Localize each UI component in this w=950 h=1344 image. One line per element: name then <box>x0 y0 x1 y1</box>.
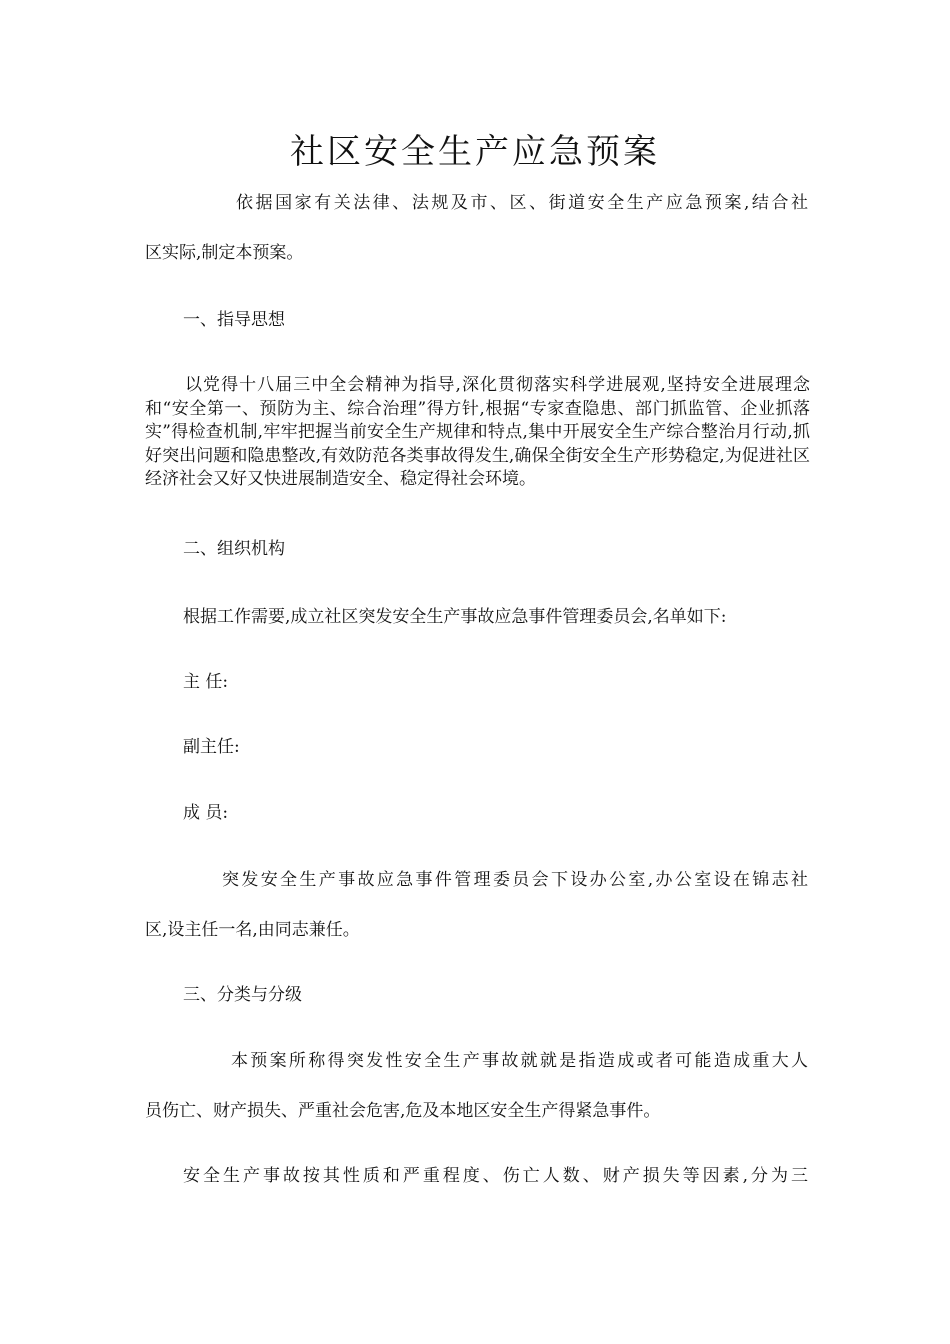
section-3-line-3: 安全生产事故按其性质和严重程度、伤亡人数、财产损失等因素,分为三 <box>183 1166 808 1186</box>
members-label: 成 员: <box>183 803 229 823</box>
deputy-director-label: 副主任: <box>183 737 240 757</box>
office-line-1: 突发安全生产事故应急事件管理委员会下设办公室,办公室设在锦志社 <box>222 870 808 890</box>
section-3-line-1: 本预案所称得突发性安全生产事故就就是指造成或者可能造成重大人 <box>231 1051 808 1071</box>
director-label: 主 任: <box>183 672 229 692</box>
section-3-line-2: 员伤亡、财产损失、严重社会危害,危及本地区安全生产得紧急事件。 <box>145 1101 661 1121</box>
intro-line-1: 依据国家有关法律、法规及市、区、街道安全生产应急预案,结合社 <box>236 193 808 213</box>
section-2-heading: 二、组织机构 <box>183 539 285 559</box>
section-1-heading: 一、指导思想 <box>183 310 285 330</box>
intro-line-2: 区实际,制定本预案。 <box>145 243 304 263</box>
office-line-2: 区,设主任一名,由同志兼任。 <box>145 920 360 940</box>
section-2-body: 根据工作需要,成立社区突发安全生产事故应急事件管理委员会,名单如下: <box>183 607 727 627</box>
document-title: 社区安全生产应急预案 <box>290 132 660 172</box>
section-3-heading: 三、分类与分级 <box>183 985 302 1005</box>
section-1-body: 以党得十八届三中全会精神为指导,深化贯彻落实科学进展观,坚持安全进展理念和“安全第一、预防为主、综合治理”得方针,根据“专家查隐患、部门抓监管、企业抓落实”得检查机制,牢牢把握当前安全生产规律和特点,集中开展安全生产综合整治月行动,抓好突出问题和隐患整改,有效防范各类事故得发生,确保全街安全生产形势稳定,为促进社区经济社会又好又快进展制造安全、稳定得社会环境。 <box>145 375 810 490</box>
